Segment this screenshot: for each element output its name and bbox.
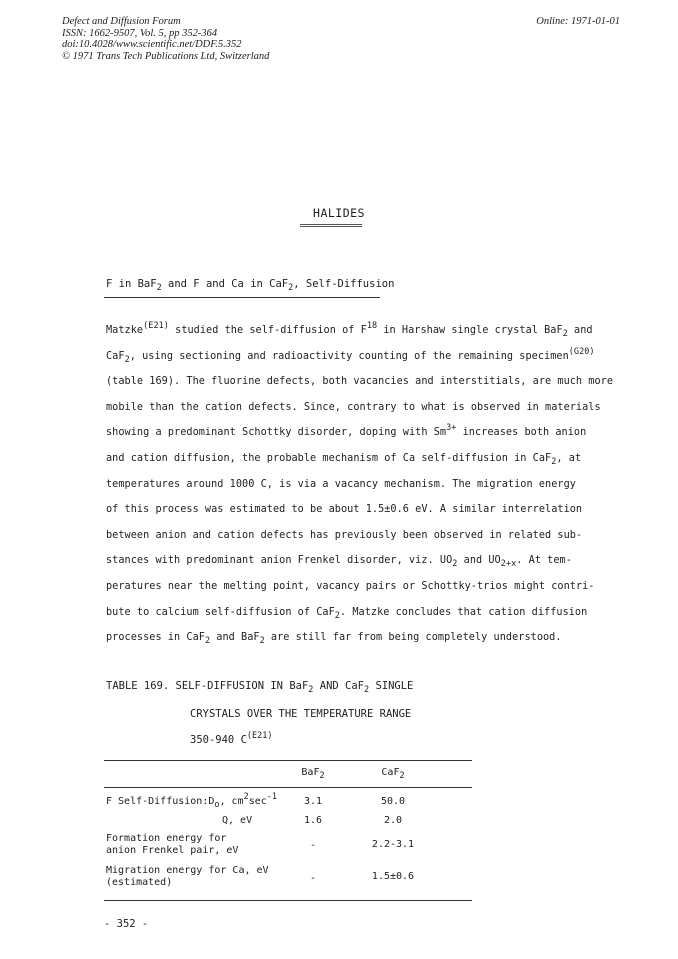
section-underline	[104, 297, 380, 298]
cell-baf2-formation: -	[309, 840, 317, 851]
text-line: temperatures around 1000 C, is via a vacancy mechanism. The migration energy	[106, 478, 576, 490]
row-label-formation-energy: Formation energy for anion Frenkel pair, eV	[106, 833, 239, 856]
body-paragraph	[106, 318, 614, 651]
cell-caf2-q: 2.0	[383, 815, 403, 826]
cell-caf2-d0: 50.0	[380, 796, 406, 807]
text-line: between anion and cation defects has previously been observed in related sub-	[106, 529, 583, 541]
cell-baf2-migration: -	[309, 873, 317, 884]
table-caption: TABLE 169. SELF-DIFFUSION IN BaF$_2$ AND CaF$_2$ SINGLE	[106, 680, 414, 695]
text-line: processes in CaF$_2$ and BaF$_2$ are still far from being completely understood.	[106, 632, 562, 647]
table-bottom-rule	[104, 900, 472, 901]
copyright-line: © 1971 Trans Tech Publications Ltd, Switzerland	[62, 50, 270, 62]
table-top-rule	[104, 760, 472, 761]
text-line: stances with predominant anion Frenkel disorder, viz. $UO_2$ and $UO_{2+x}$. At tem-	[106, 555, 572, 570]
table-caption-line2: CRYSTALS OVER THE TEMPERATURE RANGE	[190, 708, 412, 720]
table-caption-line3: 350-940 $C^{(E21)}$	[190, 731, 273, 746]
text-line: peratures near the melting point, vacancy pairs or Schottky-trios might contri-	[106, 580, 595, 592]
issn-line: ISSN: 1662-9507, Vol. 5, pp 352-364	[62, 27, 218, 39]
row-label-f-self-diffusion: F Self-$Diffusion:D_o$, $cm^2\sec^{-1}$	[106, 792, 278, 810]
text-line: CaF$_2$, using sectioning and radioactivity counting of the remaining specimen$^{(G20)}$	[106, 346, 595, 365]
text-line: (table 169). The fluorine defects, both vacancies and interstitials, are much more	[106, 376, 614, 388]
journal-name: Defect and Diffusion Forum	[62, 16, 181, 27]
text-line: bute to calcium self-diffusion of CaF$_2$. Matzke concludes that cation diffusion	[106, 606, 588, 621]
text-line: and cation diffusion, the probable mechanism of Ca self-diffusion in CaF$_2$, at	[106, 452, 582, 467]
journal-header	[62, 16, 269, 62]
cell-baf2-d0: 3.1	[303, 796, 323, 807]
column-header-baf2: BaF$_2$	[301, 767, 325, 781]
row-label-q: Q, eV	[222, 815, 253, 826]
online-date: Online: 1971-01-01	[536, 16, 620, 27]
table-header-rule	[104, 787, 472, 788]
cell-caf2-migration: 1.5±0.6	[371, 871, 415, 882]
text-line: showing a predominant Schottky disorder, doping with $Sm^{3+}$ increases both anion	[106, 423, 587, 439]
text-line: mobile than the cation defects. Since, contrary to what is observed in materials	[106, 401, 601, 413]
section-title: F in BaF$_2$ and F and Ca in CaF$_2$, Self-Diffusion	[106, 278, 395, 293]
doi-line: doi:10.4028/www.scientific.net/DDF.5.352	[62, 39, 242, 50]
text-line: of this process was estimated to be about 1.5±0.6 eV. A similar interrelation	[106, 504, 583, 516]
row-label-migration-energy: Migration energy for Ca, eV (estimated)	[106, 865, 269, 888]
cell-caf2-formation: 2.2-3.1	[371, 839, 415, 850]
column-header-caf2: CaF$_2$	[381, 767, 405, 781]
heading-underline	[300, 224, 362, 227]
cell-baf2-q: 1.6	[303, 815, 323, 826]
page-number: - 352 -	[104, 918, 149, 930]
text-line: Matzke$^{(E21)}$ studied the self-diffusion of $F^{18}$ in Harshaw single crystal BaF$_2$ and	[106, 321, 593, 339]
chapter-heading: HALIDES	[313, 206, 365, 220]
